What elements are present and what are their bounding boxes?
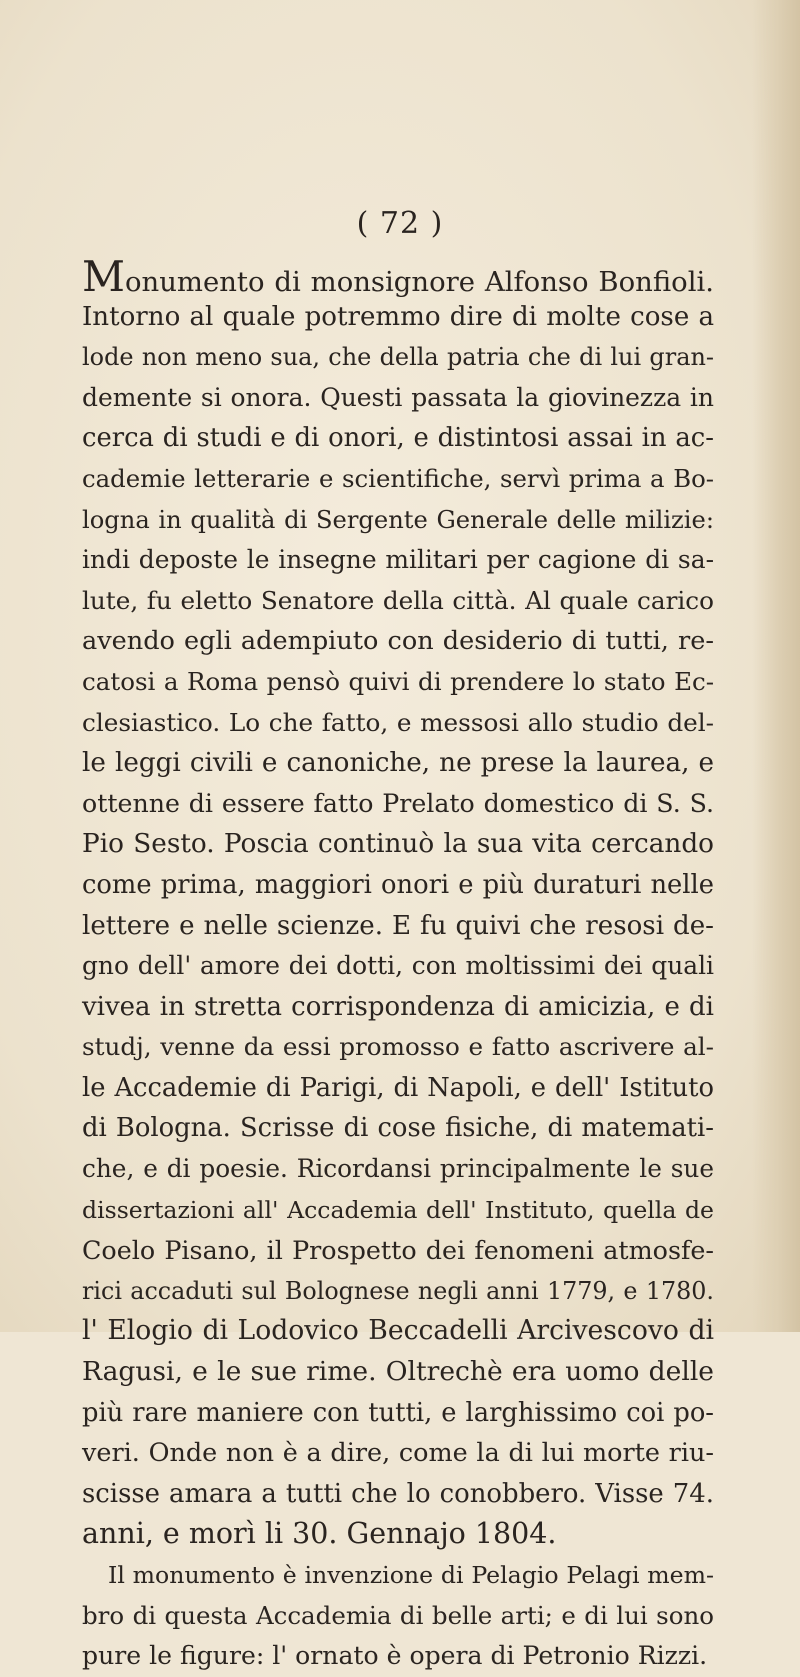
text-line-8: indi deposte le insegne militari per cagione di sa- <box>82 545 714 575</box>
text-line-35: pure le figure: l' ornato è opera di Petronio Rizzi. <box>82 1641 708 1671</box>
text-line-27: l' Elogio di Lodovico Beccadelli Arcivescovo di <box>82 1315 714 1347</box>
text-line-9: lute, fu eletto Senatore della città. Al quale carico <box>82 585 714 615</box>
page-number: ( 72 ) <box>356 206 444 241</box>
page-edge-shadow <box>752 0 800 1332</box>
text-line-2: Intorno al quale potremmo dire di molte cose a <box>82 301 714 332</box>
text-line-15: Pio Sesto. Poscia continuò la sua vita cercando <box>82 829 714 860</box>
text-line-23: che, e di poesie. Ricordansi principalmente le sue <box>82 1154 714 1184</box>
text-line-7: logna in qualità di Sergente Generale delle milizie: <box>82 505 714 534</box>
text-line-31: scisse amara a tutti che lo conobbero. Visse 74. <box>82 1478 714 1509</box>
text-line-1 <box>82 252 714 301</box>
text-line-5: cerca di studi e di onori, e distintosi assai in ac- <box>82 423 714 454</box>
drop-cap: M <box>82 252 126 301</box>
text-line-13: le leggi civili e canoniche, ne prese la laurea, e <box>82 748 714 779</box>
text-line-1-rest: onumento di monsignore Alfonso Bonfioli. <box>125 267 714 298</box>
text-line-19: vivea in stretta corrispondenza di amicizia, e di <box>82 991 714 1022</box>
text-line-12: clesiastico. Lo che fatto, e messosi allo studio del- <box>82 707 714 737</box>
text-line-17: lettere e nelle scienze. E fu quivi che resosi de- <box>82 910 714 941</box>
text-line-6: cademie letterarie e scientifiche, servì prima a Bo- <box>82 463 714 493</box>
text-line-33: Il monumento è invenzione di Pelagio Pelagi mem- <box>108 1561 714 1589</box>
text-line-22: di Bologna. Scrisse di cose fisiche, di matemati- <box>82 1113 714 1144</box>
text-line-18: gno dell' amore dei dotti, con moltissimi dei quali <box>82 951 714 981</box>
text-line-4: demente si onora. Questi passata la giovinezza in <box>82 382 714 412</box>
text-line-21: le Accademie di Parigi, di Napoli, e dell' Istituto <box>82 1072 714 1103</box>
text-line-24: dissertazioni all' Accademia dell' Instituto, quella de <box>82 1195 714 1224</box>
text-line-29: più rare maniere con tutti, e larghissimo coi po- <box>82 1397 714 1428</box>
text-line-20: studj, venne da essi promosso e fatto ascrivere al- <box>82 1032 714 1062</box>
text-line-11: catosi a Roma pensò quivi di prendere lo stato Ec- <box>82 666 714 696</box>
text-line-25: Coelo Pisano, il Prospetto dei fenomeni atmosfe- <box>82 1235 714 1266</box>
text-line-10: avendo egli adempiuto con desiderio di tutti, re- <box>82 626 714 657</box>
text-line-16: come prima, maggiori onori e più duraturi nelle <box>82 869 714 900</box>
text-line-26: rici accaduti sul Bolognese negli anni 1779, e 1780. <box>82 1276 714 1305</box>
text-line-30: veri. Onde non è a dire, come la di lui morte riu- <box>82 1438 714 1469</box>
text-line-3: lode non meno sua, che della patria che di lui gran- <box>82 343 714 372</box>
text-line-28: Ragusi, e le sue rime. Oltrechè era uomo delle <box>82 1356 714 1388</box>
text-line-32: anni, e morì li 30. Gennajo 1804. <box>82 1517 557 1551</box>
body-text <box>82 252 714 1677</box>
text-line-34: bro di questa Accademia di belle arti; e di lui sono <box>82 1600 714 1630</box>
text-line-14: ottenne di essere fatto Prelato domestico di S. S. <box>82 788 714 818</box>
